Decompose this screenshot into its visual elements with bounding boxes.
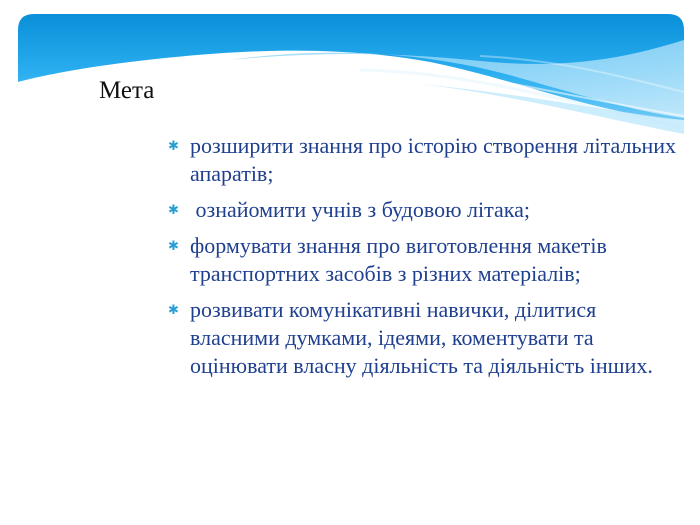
- asterisk-bullet-icon: ✱: [168, 139, 179, 154]
- list-item: [168, 132, 690, 188]
- header-wave-banner: [0, 0, 700, 140]
- asterisk-bullet-icon: ✱: [168, 303, 179, 318]
- list-item: [168, 296, 690, 380]
- bullet-text: ознайомити учнів з будовою літака;: [190, 197, 531, 222]
- list-item: [168, 196, 690, 224]
- bullet-text: розвивати комунікативні навички, ділитися власними думками, ідеями, коментувати та оцінювати власну діяльність та діяльність інших.: [190, 297, 653, 378]
- bullet-text: формувати знання про виготовлення макетів транспортних засобів з різних матеріалів;: [190, 233, 607, 286]
- list-item: [168, 232, 690, 288]
- asterisk-bullet-icon: ✱: [168, 203, 179, 218]
- goals-bullet-list: [168, 132, 690, 388]
- asterisk-bullet-icon: ✱: [168, 239, 179, 254]
- bullet-text: розширити знання про історію створення літальних апаратів;: [190, 133, 677, 186]
- slide-title: Мета: [99, 77, 155, 104]
